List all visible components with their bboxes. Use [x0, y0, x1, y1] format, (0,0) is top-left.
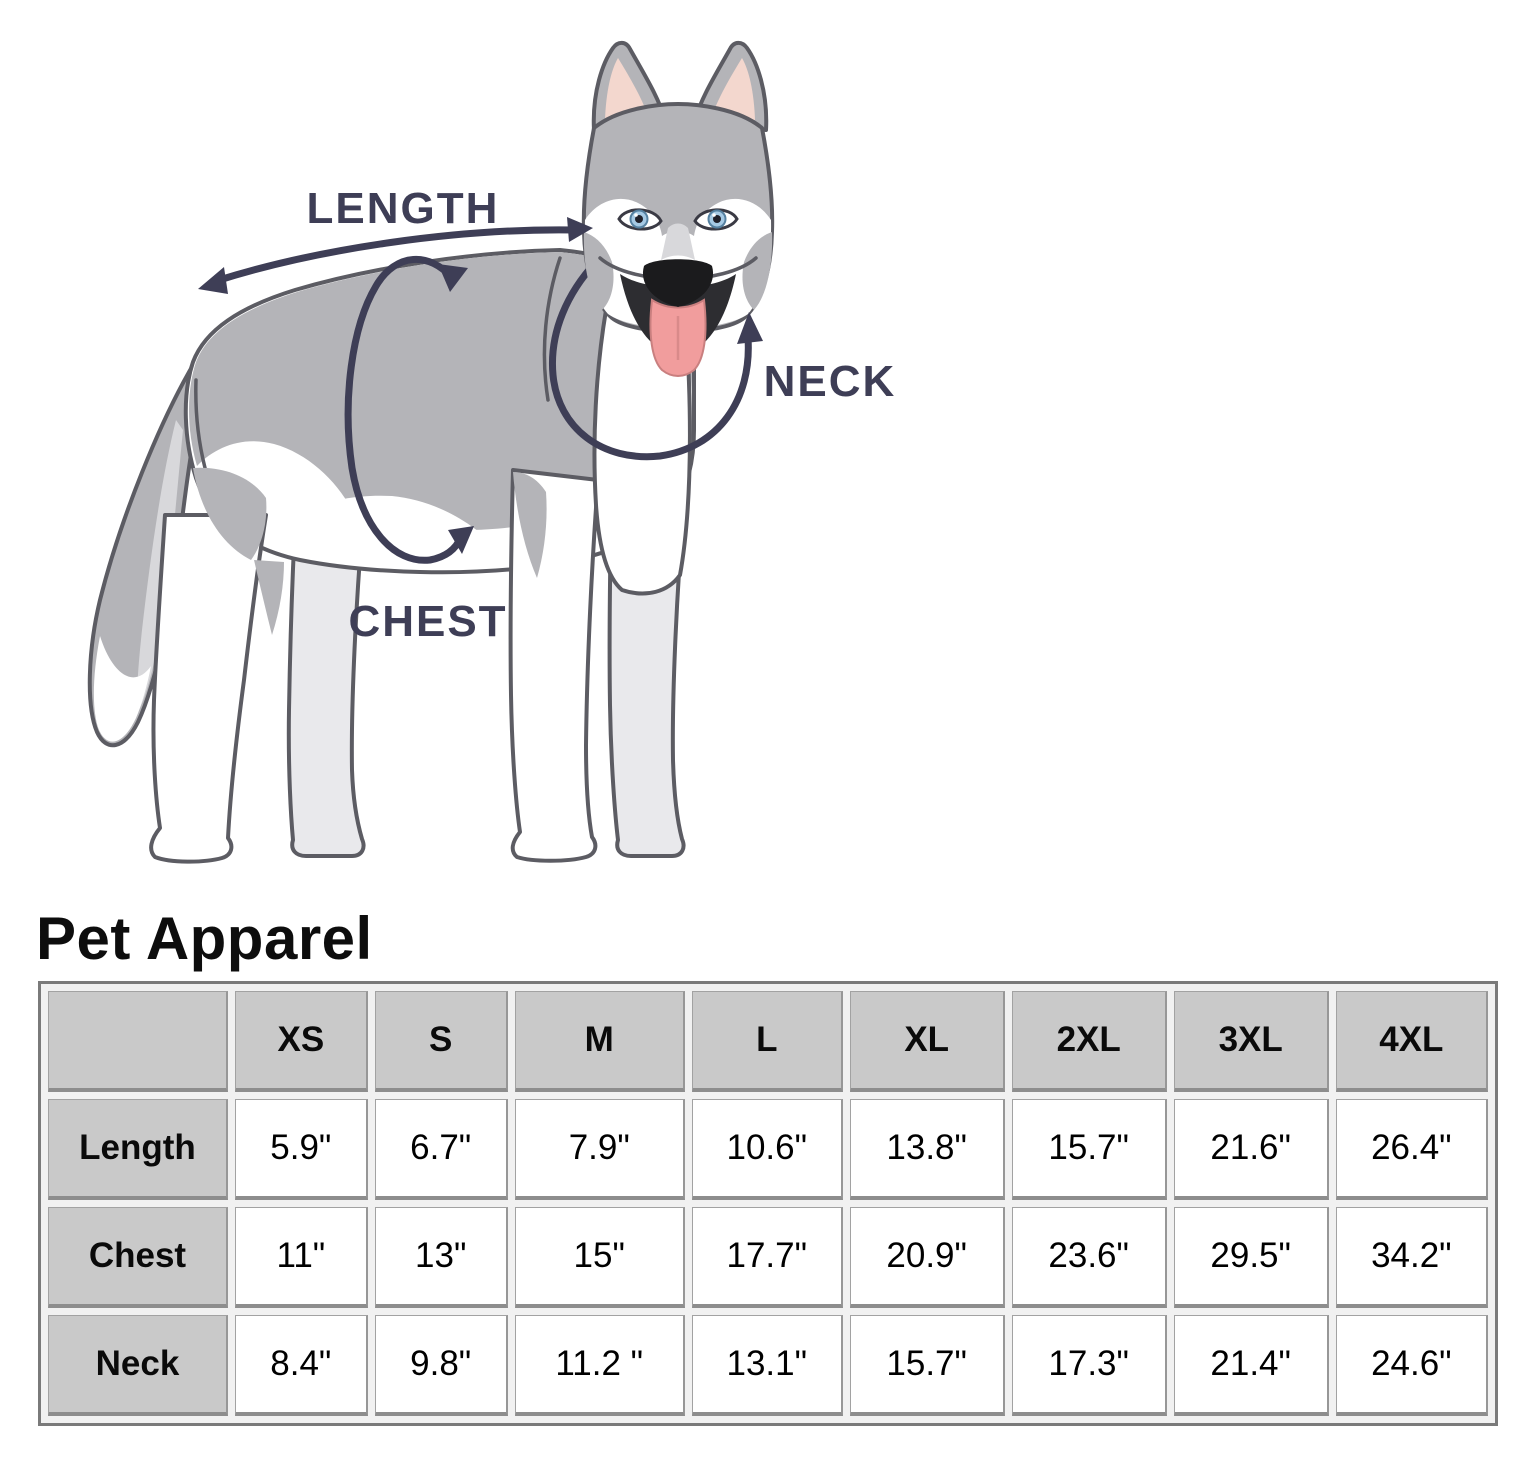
chest-xs-value: 11" [235, 1207, 368, 1308]
col-header-4xl: 4XL [1336, 991, 1488, 1092]
row-header-length: Length [48, 1099, 228, 1200]
table-header-row [48, 991, 1488, 1092]
neck-2xl-value: 17.3" [1012, 1315, 1167, 1416]
length-2xl-value: 15.7" [1012, 1099, 1167, 1200]
row-header-neck: Neck [48, 1315, 228, 1416]
length-xl-value: 13.8" [850, 1099, 1005, 1200]
length-3xl-value: 21.6" [1174, 1099, 1329, 1200]
size-table [38, 981, 1498, 1426]
table-row-neck [48, 1315, 1488, 1416]
neck-xs-value: 8.4" [235, 1315, 368, 1416]
corner-cell [48, 991, 228, 1092]
row-header-chest: Chest [48, 1207, 228, 1308]
chest-s-value: 13" [375, 1207, 508, 1308]
chest-label: CHEST [348, 597, 508, 646]
col-header-m: M [515, 991, 685, 1092]
length-s-value: 6.7" [375, 1099, 508, 1200]
col-header-3xl: 3XL [1174, 991, 1329, 1092]
length-4xl-value: 26.4" [1336, 1099, 1488, 1200]
chest-m-value: 15" [515, 1207, 685, 1308]
col-header-xl: XL [850, 991, 1005, 1092]
chest-l-value: 17.7" [692, 1207, 843, 1308]
length-xs-value: 5.9" [235, 1099, 368, 1200]
length-m-value: 7.9" [515, 1099, 685, 1200]
chest-4xl-value: 34.2" [1336, 1207, 1488, 1308]
neck-s-value: 9.8" [375, 1315, 508, 1416]
dog-hind-leg-near [151, 468, 284, 862]
chest-xl-value: 20.9" [850, 1207, 1005, 1308]
col-header-2xl: 2XL [1012, 991, 1167, 1092]
neck-3xl-value: 21.4" [1174, 1315, 1329, 1416]
table-row-length [48, 1099, 1488, 1200]
dog-front-leg-near [511, 470, 598, 861]
chest-2xl-value: 23.6" [1012, 1207, 1167, 1308]
dog-eye-right [695, 210, 737, 229]
page-title: Pet Apparel [36, 905, 373, 972]
table-row-chest [48, 1207, 1488, 1308]
col-header-xs: XS [235, 991, 368, 1092]
neck-xl-value: 15.7" [850, 1315, 1005, 1416]
neck-l-value: 13.1" [692, 1315, 843, 1416]
chest-3xl-value: 29.5" [1174, 1207, 1329, 1308]
dog-eye-left [619, 210, 661, 229]
neck-m-value: 11.2 " [515, 1315, 685, 1416]
length-label: LENGTH [306, 184, 500, 233]
col-header-s: S [375, 991, 508, 1092]
neck-label: NECK [763, 357, 897, 406]
col-header-l: L [692, 991, 843, 1092]
neck-4xl-value: 24.6" [1336, 1315, 1488, 1416]
length-l-value: 10.6" [692, 1099, 843, 1200]
